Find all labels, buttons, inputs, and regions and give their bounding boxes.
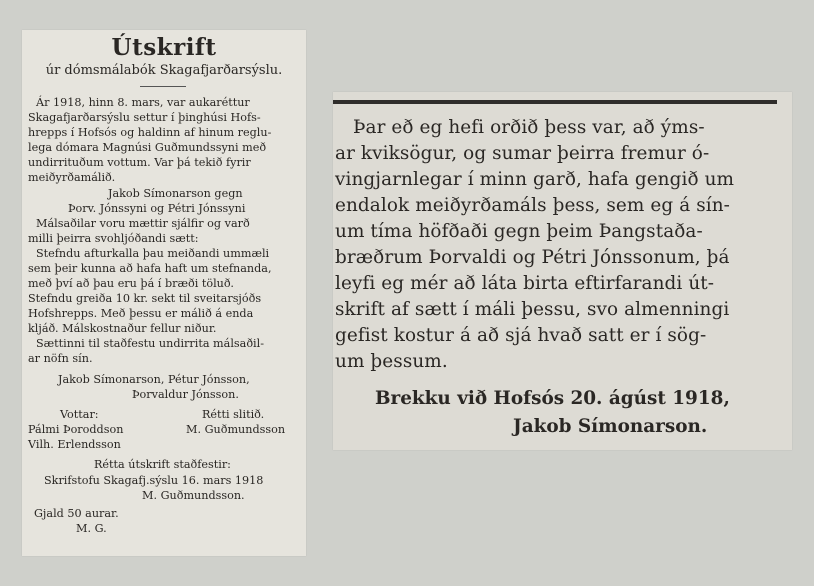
body-line: Ár 1918, hinn 8. mars, var aukaréttur (36, 96, 250, 109)
party-signatures: Jakob Símonarson, Pétur Jónsson, (58, 373, 250, 386)
statement-line: leyfi eg mér að láta birta eftirfarandi út- (335, 273, 715, 294)
certifier-signature: M. Guðmundsson. (142, 489, 245, 502)
settlement-line: Stefndu afturkalla þau meiðandi ummæli (36, 247, 270, 260)
body-line: lega dómara Magnúsi Guðmundssyni með (28, 141, 267, 154)
witnesses-label: Vottar: (60, 408, 99, 421)
settlement-line: með því að þau eru þá í bræði töluð. (28, 277, 234, 290)
settlement-line: Sættinni til staðfestu undirrita málsaðil- (36, 337, 264, 350)
party-signatures: Þorvaldur Jónsson. (132, 388, 239, 401)
statement-line: Þar eð eg hefi orðið þess var, að ýms- (353, 117, 705, 138)
fee-line: Gjald 50 aurar. (34, 507, 119, 520)
statement-line: bræðrum Þorvaldi og Pétri Jónssonum, þá (335, 247, 730, 268)
body-line: meiðyrðamálið. (28, 171, 116, 184)
clipping-title: Útskrift (111, 34, 217, 61)
settlement-line: Málsaðilar voru mættir sjálfir og varð (36, 217, 250, 230)
title-divider (140, 86, 186, 87)
author-signature: Jakob Símonarson. (513, 416, 708, 437)
statement-line: gefist kostur á að sjá hvað satt er í sög- (335, 325, 707, 346)
body-line: Skagafjarðarsýslu settur í þinghúsi Hofs- (28, 111, 261, 124)
judge-signature: M. Guðmundsson (186, 423, 286, 436)
statement-line: vingjarnlegar í minn garð, hafa gengið um (335, 169, 735, 190)
court-closed-note: Rétti slitið. (202, 408, 265, 421)
statement-clipping (333, 92, 792, 450)
statement-line: um þessum. (335, 351, 448, 372)
settlement-line: milli þeirra svohljóðandi sætt: (28, 232, 199, 245)
case-parties-line: Þorv. Jónssyni og Pétri Jónssyni (68, 202, 246, 215)
statement-line: um tíma höfðaði gegn þeim Þangstaða- (335, 221, 703, 242)
case-parties-line: Jakob Símonarson gegn (108, 187, 243, 200)
body-line: undirrituðum vottum. Var þá tekið fyrir (28, 156, 251, 169)
witness-name: Vilh. Erlendsson (28, 438, 121, 451)
statement-line: skrift af sætt í máli þessu, svo almenningi (335, 299, 730, 320)
office-date-line: Skrifstofu Skagafj.sýslu 16. mars 1918 (44, 474, 264, 487)
statement-line: ar kviksögur, og sumar þeirra fremur ó- (335, 143, 710, 164)
place-date-line: Brekku við Hofsós 20. ágúst 1918, (375, 388, 730, 409)
settlement-line: ar nöfn sín. (28, 352, 93, 365)
witness-name: Pálmi Þoroddson (28, 423, 124, 436)
body-line: hrepps í Hofsós og haldinn af hinum reglu- (28, 126, 272, 139)
settlement-line: Hofshrepps. Með þessu er málið á enda (28, 307, 254, 320)
initials-line: M. G. (76, 522, 107, 535)
settlement-line: sem þeir kunna að hafa haft um stefnanda, (28, 262, 272, 275)
certification-label: Rétta útskrift staðfestir: (94, 458, 231, 471)
clipping-subtitle: úr dómsmálabók Skagafjarðarsýslu. (45, 63, 283, 78)
settlement-line: kljáð. Málskostnaður fellur niður. (28, 322, 217, 335)
top-rule (333, 100, 777, 104)
settlement-line: Stefndu greiða 10 kr. sekt til sveitarsjóðs (28, 292, 262, 305)
statement-line: endalok meiðyrðamáls þess, sem eg á sín- (335, 195, 730, 216)
court-record-clipping (22, 30, 306, 556)
